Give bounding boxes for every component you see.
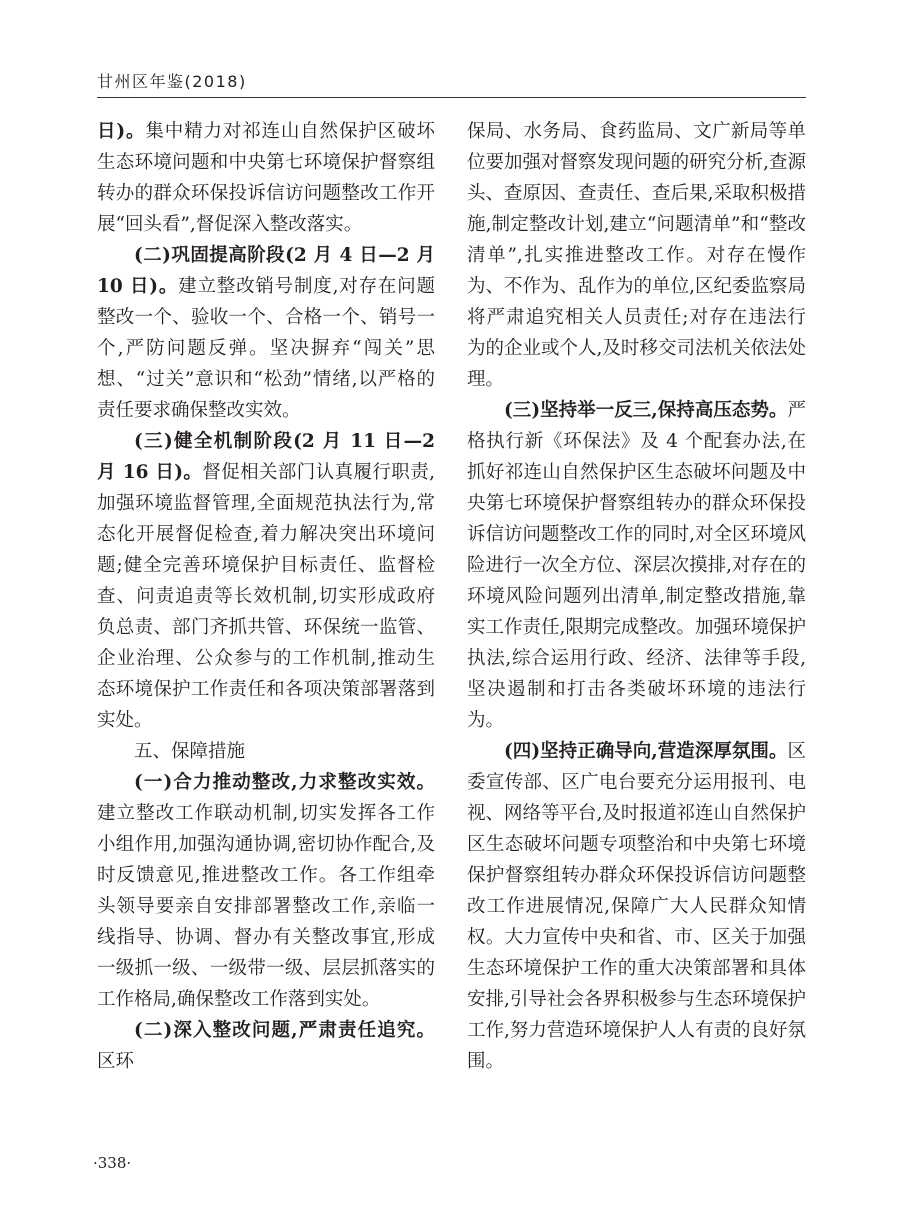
left-column <box>97 116 435 1077</box>
paragraph <box>97 767 435 1015</box>
paragraph <box>97 426 435 736</box>
paragraph <box>97 1015 435 1077</box>
paragraph-lead: (三)坚持举一反三,保持高压态势。 <box>504 400 788 421</box>
paragraph <box>97 240 435 426</box>
page-number: ·338· <box>93 1154 132 1172</box>
paragraph-lead: (二)巩固提高阶段(2 月 4 日—2 月 10 日)。 <box>97 245 435 297</box>
paragraph-lead: (三)健全机制阶段(2 月 11 日—2 月 16 日)。 <box>97 431 435 483</box>
paragraph <box>467 736 806 1077</box>
paragraph-body: 督促相关部门认真履行职责,加强环境监督管理,全面规范执法行为,常态化开展督促检查,着力解决突出环境问题;健全完善环境保护目标责任、监督检查、问责追责等长效机制,切实形成政府负总责、部门齐抓共管、环保统一监管、企业治理、公众参与的工作机制,推动生态环境保护工作责任和各项决策部署落到实处。 <box>97 462 435 731</box>
right-column <box>467 116 806 1077</box>
paragraph-continued <box>467 116 806 395</box>
paragraph-continued <box>97 116 435 240</box>
paragraph-lead: (一)合力推动整改,力求整改实效。 <box>134 772 435 793</box>
header-rule <box>97 97 806 98</box>
paragraph <box>467 395 806 736</box>
section-heading: 五、保障措施 <box>134 741 246 762</box>
paragraph-body: 建立整改工作联动机制,切实发挥各工作小组作用,加强沟通协调,密切协作配合,及时反馈意见,推进整改工作。各工作组牵头领导要亲自安排部署整改工作,亲临一线指导、协调、督办有关整改事宜,形成一级抓一级、一级带一级、层层抓落实的工作格局,确保整改工作落到实处。 <box>97 803 435 1010</box>
paragraph-body: 区环 <box>97 1051 135 1072</box>
running-header-title: 甘州区年鉴(2018) <box>97 72 247 91</box>
paragraph-body: 保局、水务局、食药监局、文广新局等单位要加强对督察发现问题的研究分析,查源头、查原因、查责任、查后果,采取积极措施,制定整改计划,建立“问题清单”和“整改清单”,扎实推进整改工作。对存在慢作为、不作为、乱作为的单位,区纪委监察局将严肃追究相关人员责任;对存在违法行为的企业或个人,及时移交司法机关依法处理。 <box>467 121 806 390</box>
paragraph-lead: (二)深入整改问题,严肃责任追究。 <box>134 1020 435 1041</box>
paragraph-body: 集中精力对祁连山自然保护区破坏生态环境问题和中央第七环境保护督察组转办的群众环保投诉信访问题整改工作开展“回头看”,督促深入整改落实。 <box>97 121 435 235</box>
paragraph-body: 建立整改销号制度,对存在问题整改一个、验收一个、合格一个、销号一个,严防问题反弹。坚决摒弃“闯关”思想、“过关”意识和“松劲”情绪,以严格的责任要求确保整改实效。 <box>97 276 435 421</box>
paragraph-body: 区委宣传部、区广电台要充分运用报刊、电视、网络等平台,及时报道祁连山自然保护区生态破坏问题专项整治和中央第七环境保护督察组转办群众环保投诉信访问题整改工作进展情况,保障广大人民群众知情权。大力宣传中央和省、市、区关于加强生态环境保护工作的重大决策部署和具体安排,引导社会各界积极参与生态环境保护工作,努力营造环境保护人人有责的良好氛围。 <box>467 741 806 1072</box>
paragraph-body: 严格执行新《环保法》及 4 个配套办法,在抓好祁连山自然保护区生态破坏问题及中央第七环境保护督察组转办的群众环保投诉信访问题整改工作的同时,对全区环境风险进行一次全方位、深层次摸排,对存在的环境风险问题列出清单,制定整改措施,靠实工作责任,限期完成整改。加强环境保护执法,综合运用行政、经济、法律等手段,坚决遏制和打击各类破坏环境的违法行为。 <box>467 400 806 731</box>
paragraph-lead: (四)坚持正确导向,营造深厚氛围。 <box>504 741 788 762</box>
paragraph-lead: 日)。 <box>97 121 146 142</box>
